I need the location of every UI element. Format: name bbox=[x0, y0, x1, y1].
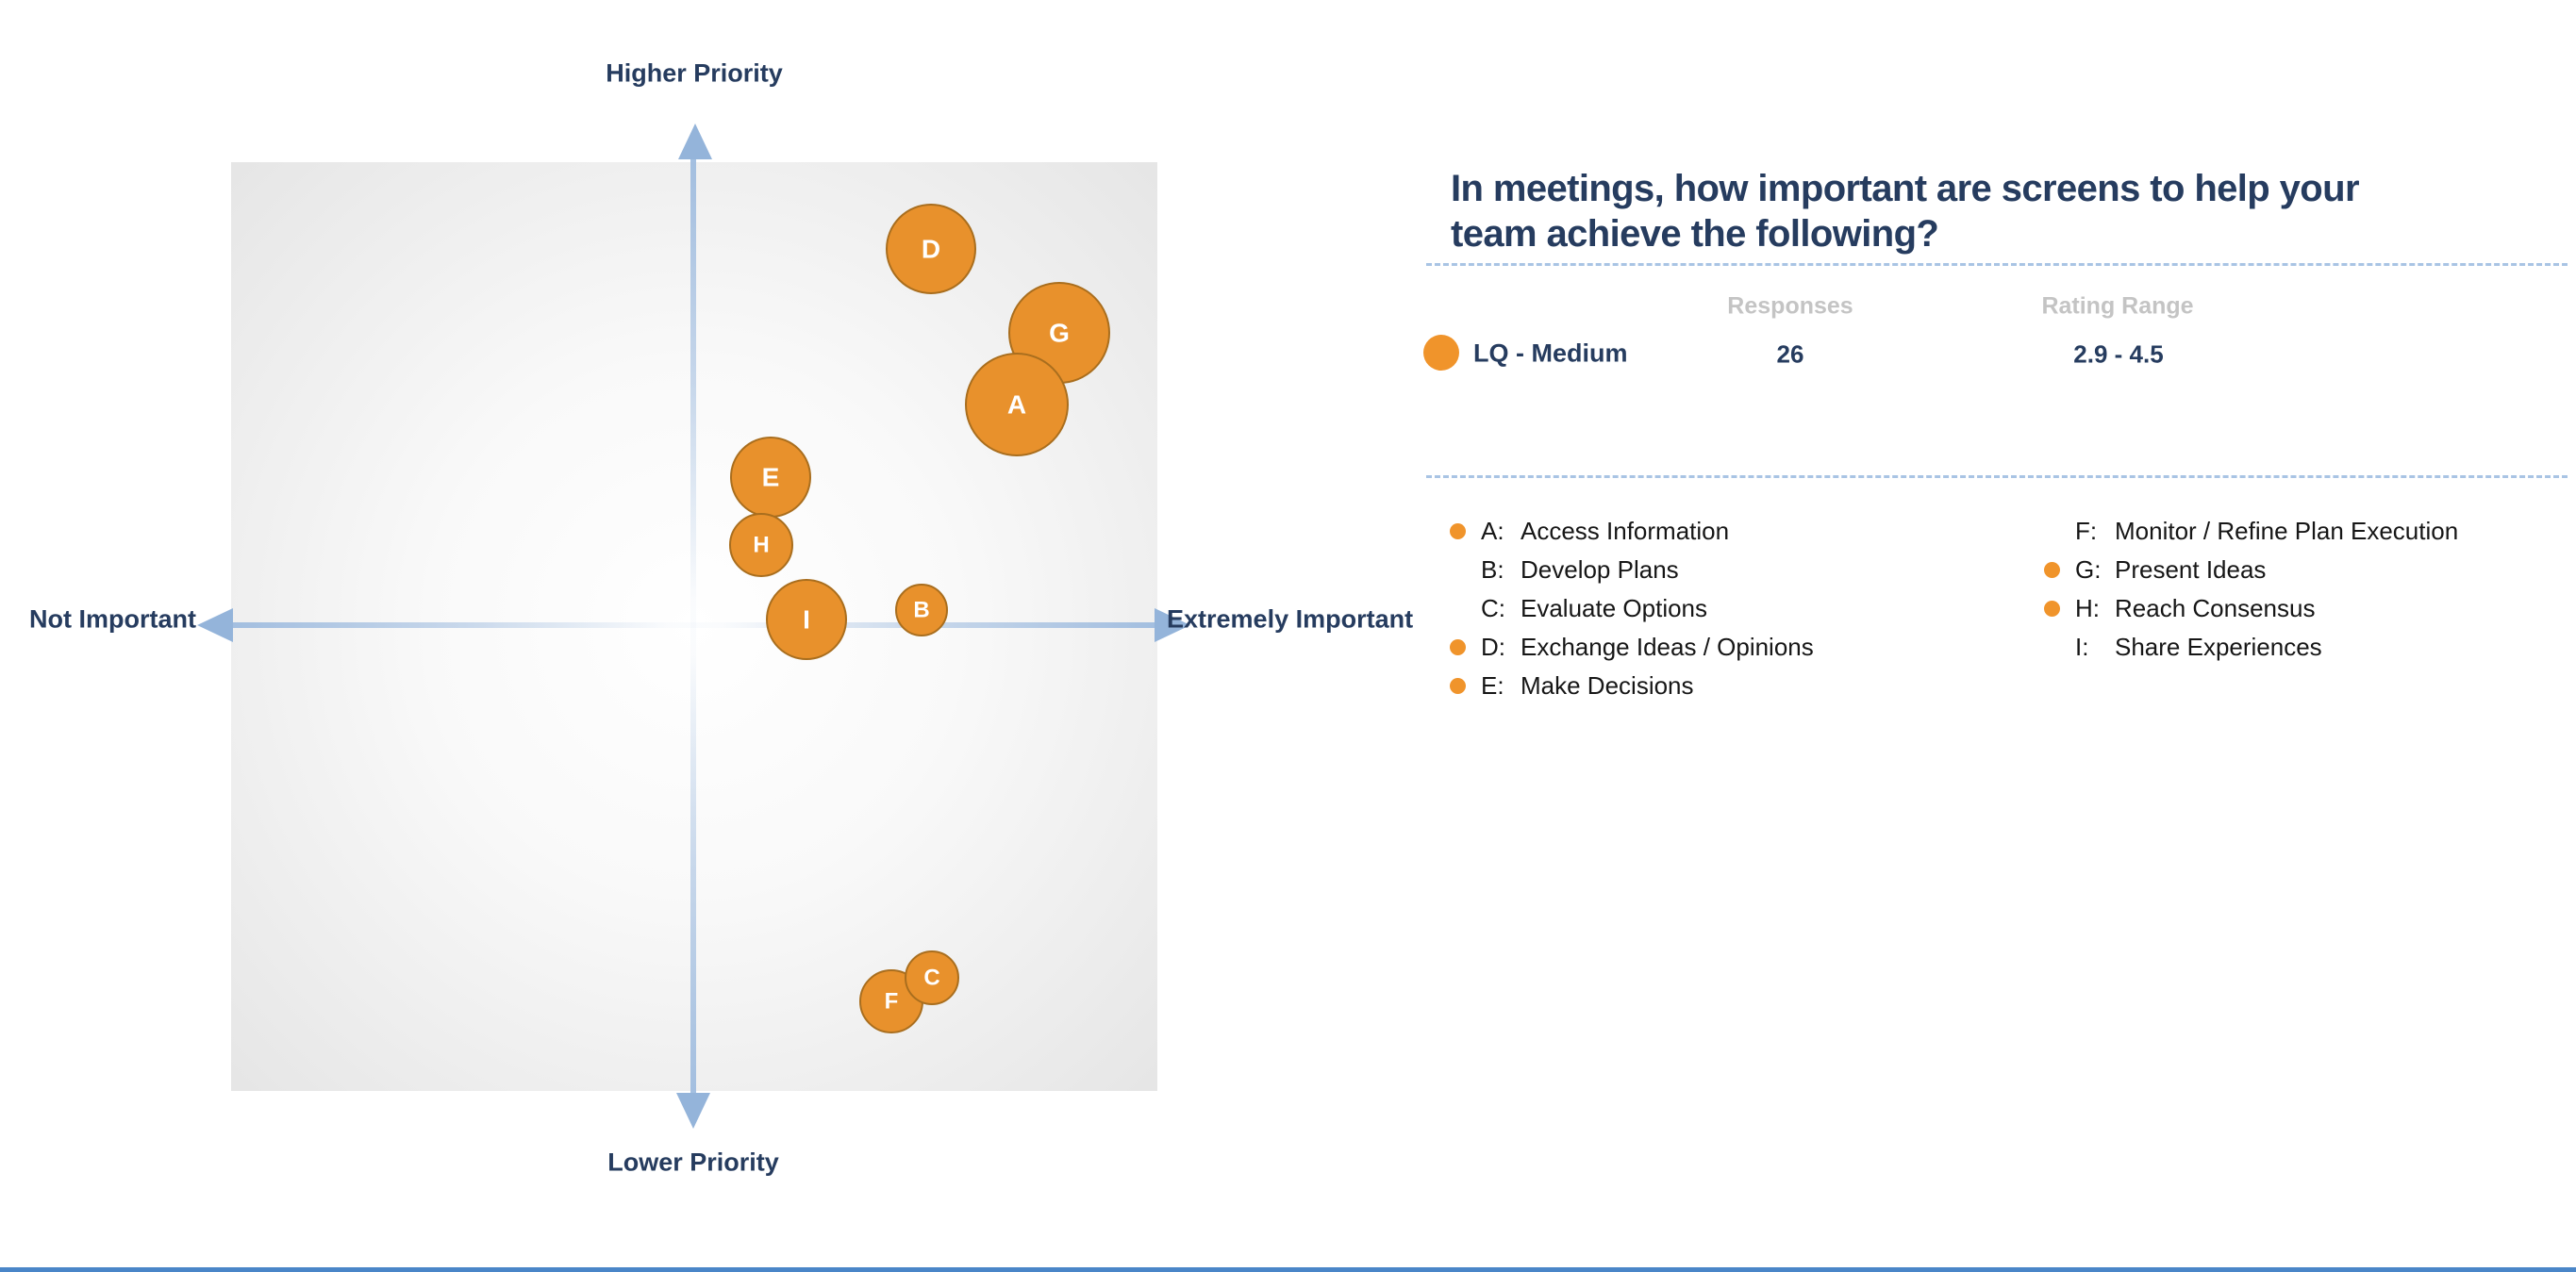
item-letter: F: bbox=[2075, 516, 2098, 545]
dashed-divider-bottom bbox=[1426, 475, 2568, 478]
column-header-rating-range: Rating Range bbox=[2041, 292, 2194, 320]
bubble-H[interactable] bbox=[730, 514, 792, 576]
series-dot-icon bbox=[1423, 335, 1459, 371]
bubble-label-F: F bbox=[884, 988, 899, 1015]
bubble-I[interactable] bbox=[767, 580, 846, 659]
legend-item-F bbox=[2044, 512, 2458, 550]
item-dot-icon bbox=[1450, 678, 1466, 694]
legend-item-G bbox=[2044, 551, 2266, 588]
item-label: Access Information bbox=[1521, 516, 1730, 545]
item-label: Present Ideas bbox=[2115, 554, 2267, 584]
arrow-up-icon bbox=[678, 124, 712, 159]
item-label: Reach Consensus bbox=[2115, 593, 2316, 622]
bubble-B[interactable] bbox=[896, 585, 947, 636]
column-header-responses: Responses bbox=[1727, 292, 1853, 320]
item-letter: C: bbox=[1481, 593, 1505, 622]
item-letter: H: bbox=[2075, 593, 2100, 622]
item-label: Exchange Ideas / Opinions bbox=[1521, 632, 1814, 661]
item-letter: D: bbox=[1481, 632, 1505, 661]
bubble-label-I: I bbox=[803, 604, 810, 635]
bubble-label-B: B bbox=[913, 597, 930, 623]
item-label: Monitor / Refine Plan Execution bbox=[2115, 516, 2459, 545]
legend-item-E bbox=[1450, 667, 1694, 704]
bubble-label-C: C bbox=[923, 965, 940, 991]
item-dot-icon bbox=[1450, 639, 1466, 655]
item-letter: E: bbox=[1481, 670, 1504, 700]
window-bottom-edge bbox=[0, 1267, 2576, 1272]
item-letter: A: bbox=[1481, 516, 1504, 545]
item-label: Make Decisions bbox=[1521, 670, 1694, 700]
page-title: In meetings, how important are screens to help your team achieve the following? bbox=[1451, 168, 2359, 255]
series-responses-value: 26 bbox=[1776, 339, 1804, 369]
arrow-down-icon bbox=[676, 1093, 710, 1129]
legend-item-B bbox=[1450, 551, 1679, 588]
bubble-C[interactable] bbox=[906, 951, 958, 1004]
bubble-label-H: H bbox=[753, 532, 770, 558]
item-letter: B: bbox=[1481, 554, 1504, 584]
arrow-left-icon bbox=[197, 608, 233, 642]
axis-label-lower-priority: Lower Priority bbox=[607, 1148, 779, 1177]
item-dot-icon bbox=[2044, 601, 2060, 617]
axis-label-not-important: Not Important bbox=[29, 604, 196, 634]
item-dot-icon bbox=[2044, 562, 2060, 578]
legend-item-I bbox=[2044, 628, 2322, 666]
bubble-label-E: E bbox=[761, 462, 780, 492]
item-label: Evaluate Options bbox=[1521, 593, 1708, 622]
axis-label-higher-priority: Higher Priority bbox=[606, 58, 783, 88]
bubble-E[interactable] bbox=[731, 438, 810, 517]
axis-label-extremely-important: Extremely Important bbox=[1167, 604, 1414, 634]
item-label: Share Experiences bbox=[2115, 632, 2322, 661]
horizontal-axis-line bbox=[232, 622, 1157, 628]
bubble-label-D: D bbox=[921, 234, 941, 264]
bubble-label-A: A bbox=[1006, 389, 1027, 420]
bubble-D[interactable] bbox=[887, 205, 975, 293]
legend-item-H bbox=[2044, 589, 2315, 627]
legend-item-A bbox=[1450, 512, 1729, 550]
bubble-A[interactable] bbox=[966, 354, 1068, 455]
item-letter: G: bbox=[2075, 554, 2102, 584]
legend-item-C bbox=[1450, 589, 1707, 627]
item-label: Develop Plans bbox=[1521, 554, 1679, 584]
dashed-divider-top bbox=[1426, 263, 2568, 266]
series-name[interactable]: LQ - Medium bbox=[1473, 339, 1628, 368]
item-dot-icon bbox=[1450, 523, 1466, 539]
legend-item-D bbox=[1450, 628, 1814, 666]
bubble-label-G: G bbox=[1049, 318, 1070, 348]
series-rating-range-value: 2.9 - 4.5 bbox=[2073, 339, 2164, 369]
item-letter: I: bbox=[2075, 632, 2089, 661]
